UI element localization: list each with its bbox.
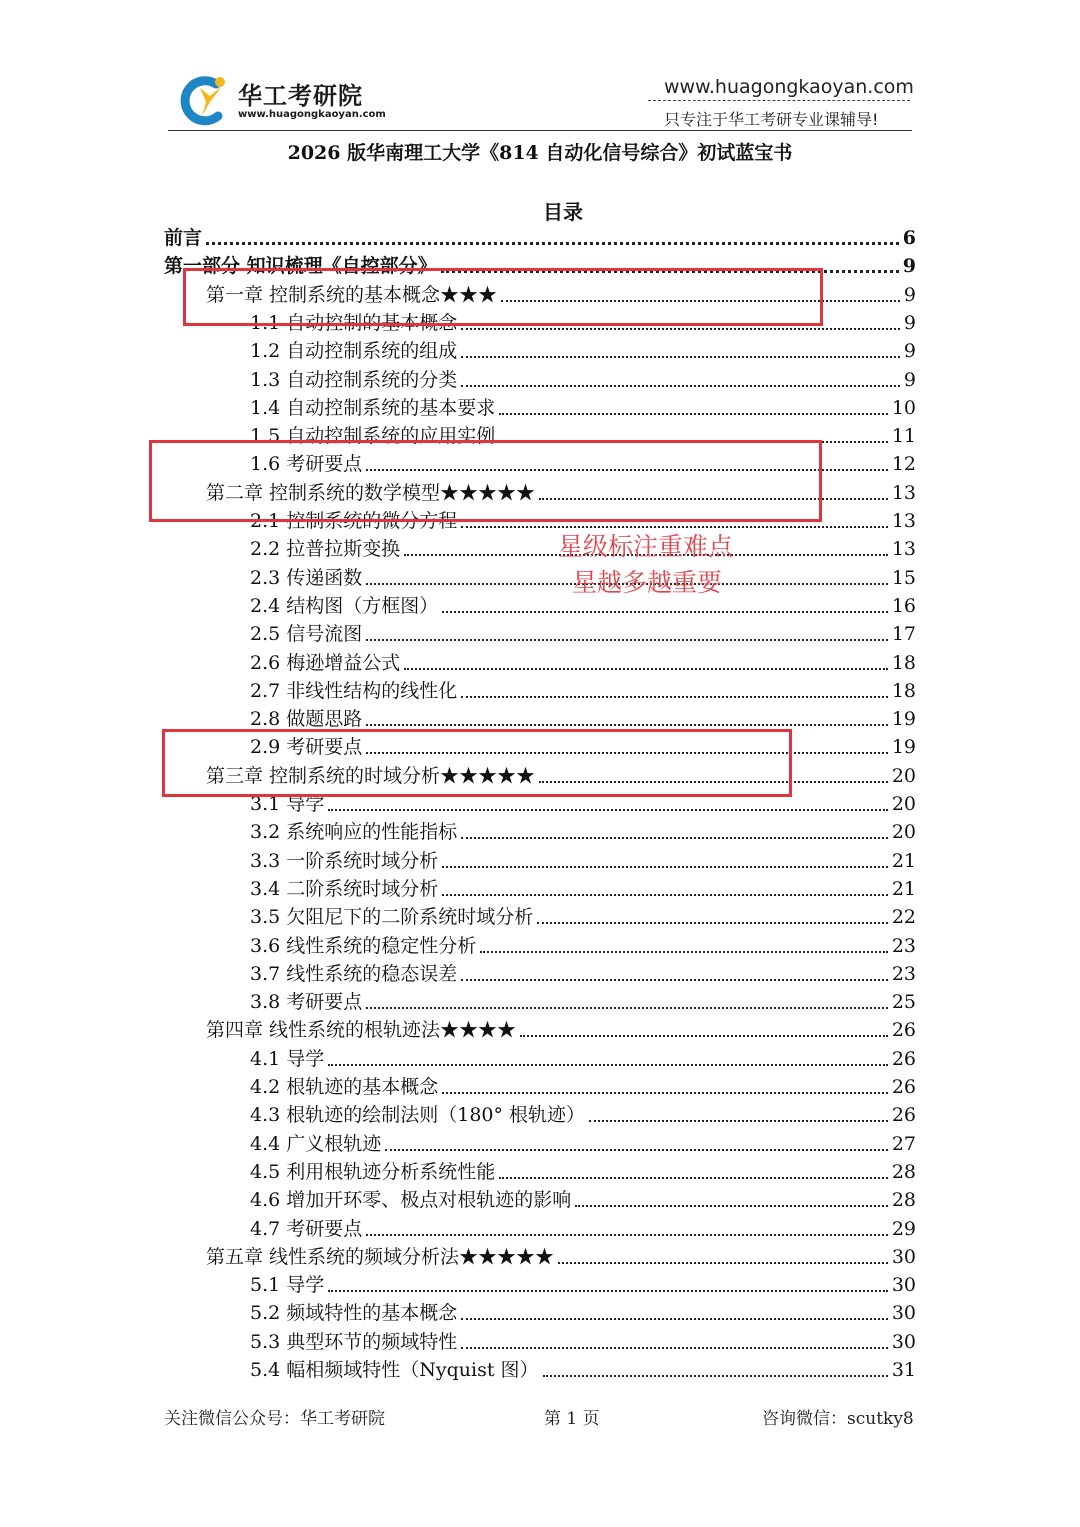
- toc-entry-label: 3.4 二阶系统时域分析: [250, 877, 439, 900]
- toc-entry-page: 29: [891, 1217, 916, 1240]
- toc-entry-page: 20: [891, 821, 916, 844]
- toc-leader-dots: [461, 328, 900, 330]
- toc-entry[interactable]: [250, 1071, 916, 1099]
- footer-page-number: 第 1 页: [544, 1409, 600, 1429]
- toc-entry[interactable]: [250, 1269, 916, 1297]
- toc-leader-dots: [366, 1007, 888, 1009]
- toc-entry-label: 2.2 拉普拉斯变换: [250, 538, 401, 561]
- toc-entry[interactable]: [250, 1099, 916, 1127]
- toc-entry-label: 1.4 自动控制系统的基本要求: [250, 396, 496, 419]
- toc-entry-page: 9: [903, 283, 916, 306]
- toc-entry[interactable]: [250, 1213, 916, 1241]
- toc-entry-page: 22: [891, 906, 916, 929]
- toc-entry-page: 16: [891, 594, 916, 617]
- toc-entry-label: 5.3 典型环节的频域特性: [250, 1330, 458, 1353]
- toc-entry[interactable]: [250, 845, 916, 873]
- toc-entry-page: 30: [891, 1274, 916, 1297]
- toc-entry-page: 31: [891, 1359, 916, 1381]
- toc-entry-label: 5.4 幅相频域特性（Nyquist 图）: [250, 1359, 539, 1381]
- toc-entry[interactable]: [250, 986, 916, 1014]
- toc-entry-page: 21: [891, 877, 916, 900]
- toc-entry-label: 2.5 信号流图: [250, 623, 363, 646]
- toc-entry-page: 20: [891, 793, 916, 815]
- toc-entry-label: 4.4 广义根轨迹: [250, 1132, 382, 1155]
- toc-heading: 目录: [543, 200, 583, 224]
- toc-leader-dots: [461, 385, 900, 387]
- toc-leader-dots: [461, 1318, 888, 1320]
- toc-entry[interactable]: [250, 1156, 916, 1184]
- toc-entry-label: 2.3 传递函数: [250, 566, 363, 589]
- toc-entry-page: 18: [891, 651, 916, 674]
- toc-leader-dots: [558, 1262, 888, 1264]
- toc-entry[interactable]: [250, 392, 916, 420]
- toc-leader-dots: [366, 724, 888, 726]
- toc-entry-label: 2.4 结构图（方框图）: [250, 594, 439, 617]
- toc-entry-label: 2.9 考研要点: [250, 736, 363, 759]
- toc-entry[interactable]: [250, 1326, 916, 1354]
- toc-entry[interactable]: [250, 1128, 916, 1156]
- toc-entry[interactable]: [250, 873, 916, 901]
- toc-entry-page: 6: [902, 227, 916, 249]
- logo-name: 华工考研院: [238, 82, 363, 110]
- toc-entry-page: 12: [891, 453, 916, 476]
- toc-entry-label: 4.3 根轨迹的绘制法则（180° 根轨迹）: [250, 1104, 586, 1127]
- toc-leader-dots: [499, 1177, 888, 1179]
- toc-entry-label: 3.2 系统响应的性能指标: [250, 821, 458, 844]
- toc-leader-dots: [328, 809, 888, 811]
- toc-entry-page: 23: [891, 962, 916, 985]
- highlight-box-chapter-2: [149, 440, 822, 522]
- toc-entry-page: 20: [891, 764, 916, 787]
- toc-entry-page: 26: [891, 1019, 916, 1042]
- toc-entry-label: 4.2 根轨迹的基本概念: [250, 1076, 439, 1098]
- toc-entry-label: 2.8 做题思路: [250, 708, 363, 731]
- toc-entry-page: 15: [891, 566, 916, 589]
- toc-entry-page: 28: [891, 1189, 916, 1212]
- footer-wechat-account: 关注微信公众号：华工考研院: [164, 1409, 385, 1429]
- toc-leader-dots: [366, 1234, 888, 1236]
- toc-entry-label: 5.2 频域特性的基本概念: [250, 1302, 458, 1325]
- document-title: 2026 版华南理工大学《814 自动化信号综合》初试蓝宝书: [287, 142, 793, 164]
- toc-leader-dots: [575, 1205, 888, 1207]
- toc-entry-label: 1.1 自动控制的基本概念: [250, 311, 458, 334]
- toc-entry[interactable]: [250, 703, 916, 731]
- toc-leader-dots: [499, 413, 888, 415]
- toc-entry[interactable]: [250, 647, 916, 675]
- toc-entry-label: 1.5 自动控制系统的应用实例: [250, 425, 496, 448]
- toc-entry[interactable]: [206, 1241, 916, 1269]
- toc-entry[interactable]: [250, 901, 916, 929]
- toc-entry-label: 3.1 导学: [250, 793, 325, 815]
- toc-leader-dots: [543, 1375, 888, 1377]
- toc-entry-label: 3.8 考研要点: [250, 991, 363, 1014]
- toc-entry-label: 3.5 欠阻尼下的二阶系统时域分析: [250, 906, 534, 929]
- toc-entry-page: 13: [891, 538, 916, 561]
- toc-entry[interactable]: [250, 1297, 916, 1325]
- toc-entry-page: 9: [902, 255, 916, 278]
- toc-leader-dots: [442, 611, 888, 613]
- toc-leader-dots: [461, 979, 888, 981]
- toc-entry[interactable]: [250, 364, 916, 392]
- toc-leader-dots: [385, 1149, 888, 1151]
- toc-entry-label: 1.3 自动控制系统的分类: [250, 368, 458, 391]
- toc-entry-label: 2.7 非线性结构的线性化: [250, 679, 458, 702]
- toc-entry-label: 第一章 控制系统的基本概念★★★: [206, 283, 498, 306]
- toc-entry-page: 26: [891, 1076, 916, 1098]
- footer-contact-wechat: 咨询微信：scutky8: [762, 1409, 914, 1429]
- toc-entry-page: 27: [891, 1132, 916, 1155]
- toc-entry[interactable]: [250, 1354, 916, 1382]
- toc-entry-page: 13: [891, 481, 916, 504]
- toc-entry-page: 26: [891, 1047, 916, 1070]
- toc-entry-label: 第二章 控制系统的数学模型★★★★★: [206, 481, 536, 504]
- toc-leader-dots: [442, 866, 888, 868]
- toc-leader-dots: [461, 696, 888, 698]
- toc-entry[interactable]: [250, 1043, 916, 1071]
- toc-leader-dots: [461, 356, 900, 358]
- toc-entry-page: 17: [891, 623, 916, 646]
- toc-entry[interactable]: [206, 1014, 916, 1042]
- toc-entry-page: 9: [903, 311, 916, 334]
- toc-entry-page: 21: [891, 849, 916, 872]
- toc-leader-dots: [404, 668, 888, 670]
- toc-leader-dots: [520, 1035, 888, 1037]
- toc-entry-page: 28: [891, 1160, 916, 1183]
- toc-leader-dots: [366, 639, 888, 641]
- toc-leader-dots: [480, 951, 888, 953]
- toc-entry-page: 11: [891, 425, 916, 448]
- toc-entry[interactable]: [164, 222, 916, 250]
- toc-leader-dots: [461, 1347, 888, 1349]
- toc-entry-page: 30: [891, 1245, 916, 1268]
- toc-entry-label: 3.6 线性系统的稳定性分析: [250, 934, 477, 957]
- toc-entry-label: 3.3 一阶系统时域分析: [250, 849, 439, 872]
- toc-leader-dots: [461, 837, 888, 839]
- toc-entry-label: 第五章 线性系统的频域分析法★★★★★: [206, 1245, 555, 1268]
- toc-entry-label: 3.7 线性系统的稳态误差: [250, 962, 458, 985]
- toc-entry-page: 23: [891, 934, 916, 957]
- toc-entry[interactable]: [250, 816, 916, 844]
- toc-entry-page: 26: [891, 1104, 916, 1127]
- toc-entry-label: 4.5 利用根轨迹分析系统性能: [250, 1160, 496, 1183]
- toc-entry-label: 4.1 导学: [250, 1047, 325, 1070]
- toc-leader-dots: [442, 1092, 888, 1094]
- toc-leader-dots: [328, 1064, 888, 1066]
- toc-entry-label: 5.1 导学: [250, 1274, 325, 1297]
- toc-entry-page: 18: [891, 679, 916, 702]
- toc-entry-label: 1.6 考研要点: [250, 453, 363, 476]
- toc-entry-page: 25: [891, 991, 916, 1014]
- toc-entry-label: 4.7 考研要点: [250, 1217, 363, 1240]
- toc-entry-page: 9: [903, 368, 916, 391]
- highlight-box-chapter-1: [183, 268, 823, 326]
- toc-entry-page: 19: [891, 736, 916, 759]
- toc-entry-page: 19: [891, 708, 916, 731]
- site-url: www.huagongkaoyan.com: [664, 76, 914, 98]
- toc-leader-dots: [537, 922, 888, 924]
- toc-entry-label: 2.1 控制系统的微分方程: [250, 510, 458, 532]
- toc-entry-page: 30: [891, 1330, 916, 1353]
- toc-entry-page: 30: [891, 1302, 916, 1325]
- toc-entry[interactable]: [250, 618, 916, 646]
- toc-entry[interactable]: [250, 930, 916, 958]
- toc-entry-label: 第四章 线性系统的根轨迹法★★★★: [206, 1019, 517, 1042]
- toc-entry-page: 9: [903, 340, 916, 363]
- site-slogan: 只专注于华工考研专业课辅导!: [664, 110, 879, 129]
- toc-entry-page: 10: [891, 396, 916, 419]
- toc-entry-label: 4.6 增加开环零、极点对根轨迹的影响: [250, 1189, 572, 1212]
- toc-leader-dots: [328, 1290, 888, 1292]
- annotation-note-line-2: 星越多越重要: [572, 568, 723, 597]
- toc-entry-label: 2.6 梅逊增益公式: [250, 651, 401, 674]
- toc-entry[interactable]: [250, 675, 916, 703]
- toc-entry-page: 13: [891, 510, 916, 532]
- toc-entry[interactable]: [250, 335, 916, 363]
- highlight-box-chapter-3: [162, 729, 792, 797]
- toc-leader-dots: [206, 242, 899, 245]
- annotation-note-line-1: 星级标注重难点: [558, 532, 734, 561]
- toc-entry[interactable]: [250, 958, 916, 986]
- toc-entry[interactable]: [250, 1184, 916, 1212]
- toc-entry-label: 1.2 自动控制系统的组成: [250, 340, 458, 363]
- toc-entry-label: 第一部分 知识梳理《自控部分》: [164, 255, 437, 278]
- toc-entry-label: 第三章 控制系统的时域分析★★★★★: [206, 764, 536, 787]
- toc-entry-label: 前言: [164, 227, 203, 249]
- logo-url: www.huagongkaoyan.com: [238, 109, 386, 120]
- toc-leader-dots: [442, 894, 888, 896]
- toc-leader-dots: [589, 1120, 888, 1122]
